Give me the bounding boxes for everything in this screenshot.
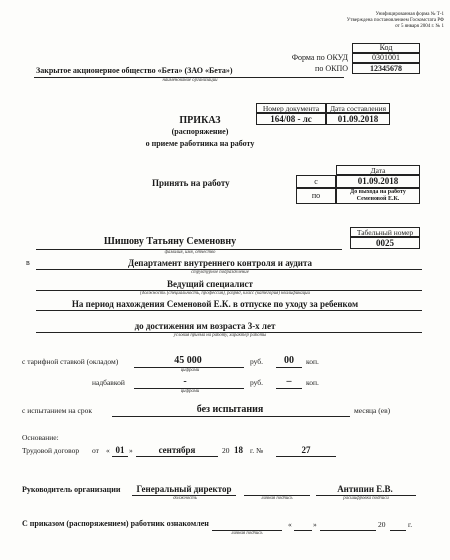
order-title: ПРИКАЗ: [179, 115, 221, 126]
contract-label: Трудовой договор: [22, 446, 80, 455]
employee-name-caption: фамилия, имя, отчество: [164, 250, 216, 255]
head-name-caption: расшифровка подписи: [343, 496, 389, 501]
tab-number-header: Табельный номер: [350, 227, 420, 237]
hire-to-label: по: [296, 188, 336, 204]
bonus-value: -: [183, 376, 187, 387]
okud-value: 0301001: [352, 53, 420, 63]
position-caption: (должность (специальность, профессия), разряд, класс (категория) квалификации: [140, 291, 310, 296]
hire-from-label: с: [296, 175, 336, 188]
contract-year-prefix: 20: [222, 446, 230, 455]
head-label: Руководитель организации: [22, 485, 121, 494]
okud-label: Форма по ОКУД: [291, 53, 348, 62]
approved-date-label: от 5 января 2004 г. № 1: [395, 24, 444, 29]
doc-number-value: 164/08 - лс: [256, 113, 326, 125]
kop-label: коп.: [306, 357, 319, 366]
head-sign-caption: личная подпись: [261, 496, 293, 501]
bonus-rub-label: руб.: [250, 378, 263, 387]
department-caption: структурное подразделение: [191, 270, 249, 275]
contract-day: 01: [115, 445, 125, 455]
contract-num: 27: [301, 445, 311, 455]
code-header: Код: [352, 43, 420, 53]
acquainted-quote-close: »: [313, 520, 317, 529]
rate-rub-label: руб.: [250, 357, 263, 366]
probation-label: с испытанием на срок: [22, 406, 92, 415]
rate-caption: цифрами: [180, 368, 200, 373]
department-in-label: в: [26, 258, 30, 267]
unified-form-label: Унифицированная форма № Т-1: [375, 12, 444, 17]
hire-date-header: Дата: [336, 165, 420, 175]
position-name: Ведущий специалист: [167, 279, 253, 289]
order-about: о приеме работника на работу: [145, 139, 255, 148]
contract-quote-open: «: [106, 446, 110, 455]
organization-caption: наименование организации: [162, 78, 218, 83]
probation-value: без испытания: [196, 404, 264, 415]
contract-year: 18: [234, 445, 243, 455]
condition-line1: На период нахождения Семеновой Е.К. в отпуске по уходу за ребенком: [71, 299, 359, 309]
bonus-kop-label: коп.: [306, 378, 319, 387]
okpo-value: 12345678: [352, 63, 420, 74]
organization-name: Закрытое акционерное общество «Бета» (ЗАО «Бета»): [36, 66, 233, 75]
contract-from-label: от: [92, 446, 99, 455]
department-name: Департамент внутреннего контроля и аудита: [128, 258, 312, 268]
approved-label: Утверждена постановлением Госкомстата РФ: [346, 18, 444, 23]
employee-name: Шишову Татьяну Семеновну: [103, 236, 237, 247]
head-name: Антипин Е.В.: [337, 484, 393, 494]
condition-line2: до достижения им возраста 3-х лет: [134, 321, 276, 331]
head-position: Генеральный директор: [136, 484, 232, 494]
doc-number-header: Номер документа: [256, 103, 326, 113]
acquainted-quote-open: «: [288, 520, 292, 529]
kop-value: 00: [284, 355, 294, 366]
acquainted-label: С приказом (распоряжением) работник ознакомлен: [22, 519, 209, 528]
contract-num-label: г. №: [250, 446, 264, 455]
acquainted-sign-caption: личная подпись: [231, 531, 263, 536]
bonus-kop-value: –: [286, 376, 292, 387]
hire-label: Принять на работу: [152, 178, 230, 188]
doc-date-header: Дата составления: [326, 103, 390, 113]
acquainted-year-prefix: 20: [378, 520, 386, 529]
condition-caption: условия приема на работу, характер работы: [173, 333, 267, 338]
contract-quote-close: »: [129, 446, 133, 455]
hire-to-value: До выхода на работу Семеновой Е.К.: [336, 188, 420, 204]
tab-number-value: 0025: [350, 237, 420, 249]
head-position-caption: должность: [173, 496, 197, 501]
doc-date-value: 01.09.2018: [326, 113, 390, 125]
probation-months: месяца (ев): [354, 406, 391, 415]
contract-month: сентября: [158, 445, 196, 455]
bonus-caption: цифрами: [180, 389, 200, 394]
hire-from-value: 01.09.2018: [336, 175, 420, 188]
basis-label: Основание:: [22, 433, 59, 442]
rate-value: 45 000: [174, 355, 202, 366]
bonus-label: надбавкой: [92, 378, 125, 387]
acquainted-year-suffix: г.: [408, 520, 413, 529]
order-subtitle: (распоряжение): [171, 127, 229, 136]
okpo-label: по ОКПО: [315, 64, 348, 73]
rate-label: с тарифной ставкой (окладом): [22, 357, 119, 366]
